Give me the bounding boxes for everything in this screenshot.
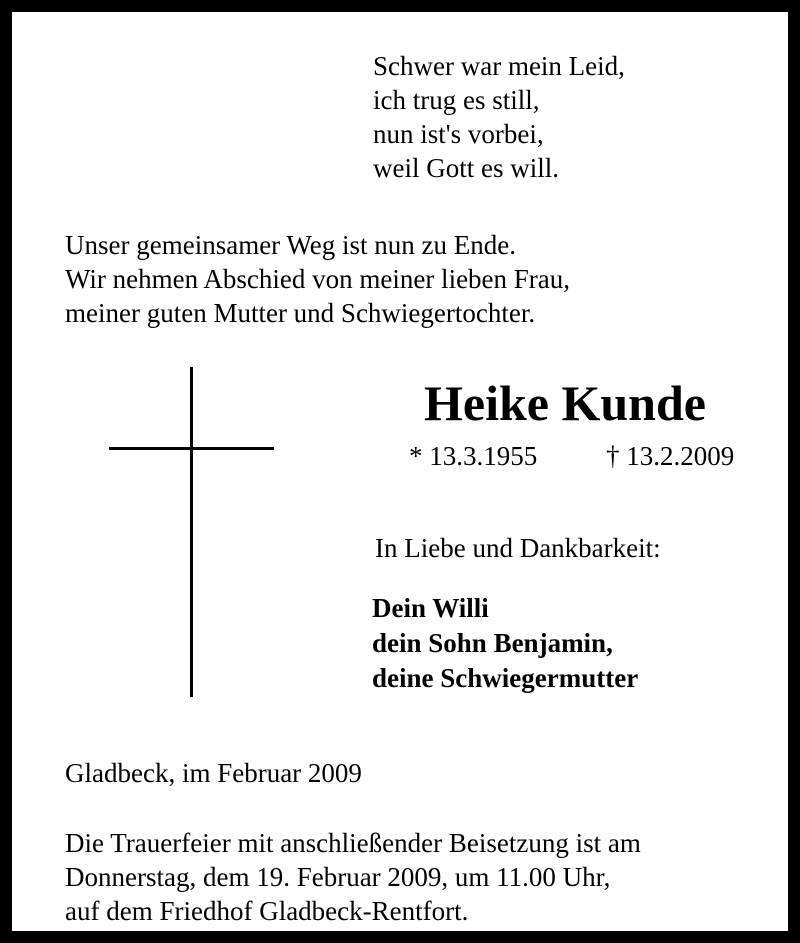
intro-line: meiner guten Mutter und Schwiegertochter.: [65, 298, 536, 328]
mourners-heading: In Liebe und Dankbarkeit:: [375, 533, 661, 563]
poem-line: ich trug es still,: [373, 85, 540, 115]
ceremony-line: Donnerstag, dem 19. Februar 2009, um 11.00 Uhr,: [65, 862, 611, 892]
mourner-name: Dein Willi: [372, 593, 489, 623]
birth-date: * 13.3.1955: [409, 441, 538, 471]
cross-horizontal-bar: [109, 447, 274, 450]
mourner-name: dein Sohn Benjamin,: [372, 628, 613, 658]
place-date: Gladbeck, im Februar 2009: [65, 758, 362, 788]
cross-vertical-bar: [190, 367, 193, 697]
poem-line: Schwer war mein Leid,: [373, 51, 625, 81]
mourner-name: deine Schwiegermutter: [372, 663, 639, 693]
ceremony-line: auf dem Friedhof Gladbeck-Rentfort.: [65, 896, 469, 926]
intro-line: Unser gemeinsamer Weg ist nun zu Ende.: [65, 230, 516, 260]
death-date: † 13.2.2009: [606, 441, 735, 471]
intro-line: Wir nehmen Abschied von meiner lieben Frau,: [65, 264, 571, 294]
poem-line: weil Gott es will.: [373, 153, 559, 183]
poem-line: nun ist's vorbei,: [373, 119, 544, 149]
ceremony-line: Die Trauerfeier mit anschließender Beisetzung ist am: [65, 828, 641, 858]
deceased-name: Heike Kunde: [424, 375, 706, 431]
